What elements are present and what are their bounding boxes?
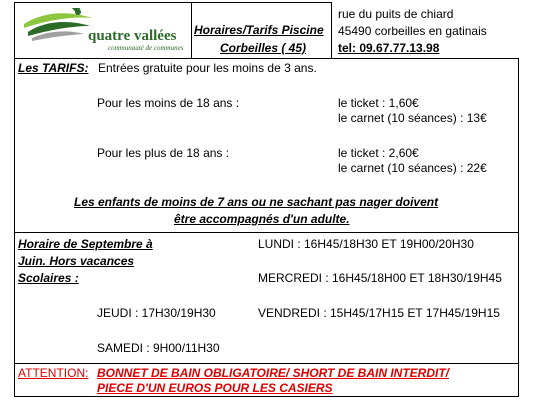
tarifs-heading: Les TARIFS: (18, 61, 89, 75)
horaires-heading-2: Juin. Hors vacances (18, 254, 135, 268)
attention-label: ATTENTION: (18, 366, 89, 380)
schedule-mercredi: MERCREDI : 16H45/18H00 ET 18H30/19H45 (258, 271, 502, 285)
logo-name: quatre vallées (88, 28, 177, 44)
tarif-group-label: Pour les plus de 18 ans : (97, 146, 230, 160)
schedule-jeudi: JEUDI : 17H30/19H30 (97, 306, 216, 320)
tarif-carnet: le carnet (10 séances) : 13€ (338, 111, 487, 125)
tarif-ticket: le ticket : 2,60€ (338, 146, 419, 160)
schedule-samedi: SAMEDI : 9H00/11H30 (97, 341, 220, 355)
phone-number: tel: 09.67.77.13.98 (338, 41, 440, 55)
tarif-carnet: le carnet (10 séances) : 22€ (338, 161, 487, 175)
logo-swoosh-icon (22, 6, 94, 42)
address-city: 45490 corbeilles en gatinais (338, 24, 487, 38)
horaires-heading-3: Scolaires : (18, 271, 79, 285)
attention-line: BONNET DE BAIN OBLIGATOIRE/ SHORT DE BAIN INTERDIT/ (97, 366, 450, 380)
logo-tagline: communauté de communes (108, 44, 184, 52)
schedule-lundi: LUNDI : 16H45/18H30 ET 19H00/20H30 (258, 237, 474, 251)
attention-line-2: PIECE D'UN EUROS POUR LES CASIERS (97, 381, 333, 395)
children-notice-cont: être accompagnés d'un adulte. (174, 212, 350, 226)
header-title: Horaires/Tarifs Piscine (194, 23, 324, 37)
schedule-vendredi: VENDREDI : 15H45/17H15 ET 17H45/19H15 (258, 306, 500, 320)
horaires-heading: Horaire de Septembre à (18, 237, 153, 251)
tarifs-intro: Entrées gratuite pour les moins de 3 ans. (98, 61, 317, 75)
header-subtitle: Corbeilles ( 45) (220, 41, 307, 55)
children-notice: Les enfants de moins de 7 ans ou ne sachant pas nager doivent (74, 195, 439, 209)
tarif-ticket: le ticket : 1,60€ (338, 96, 419, 110)
logo (22, 6, 187, 56)
address-street: rue du puits de chiard (338, 7, 454, 21)
horaires-section (14, 232, 519, 364)
tarif-group-label: Pour les moins de 18 ans : (97, 96, 240, 110)
